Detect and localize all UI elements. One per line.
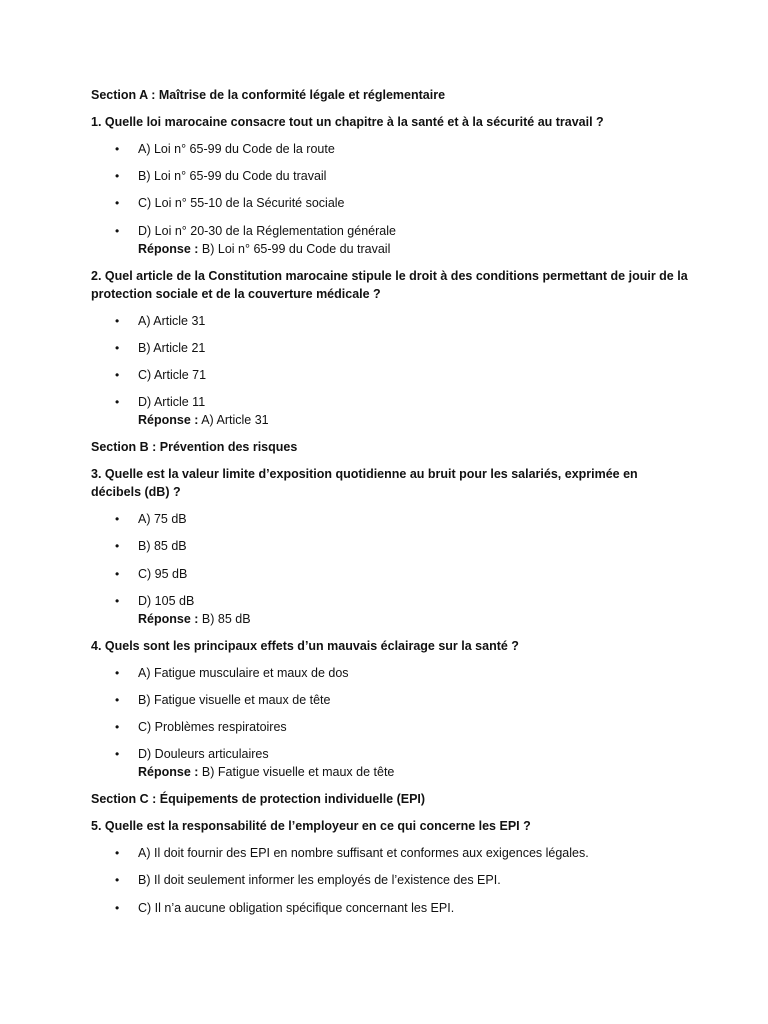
- answer-value: B) Loi n° 65-99 du Code du travail: [198, 241, 391, 256]
- list-item: [91, 537, 691, 555]
- bullet-icon: •: [115, 665, 120, 680]
- option-text: A) Loi n° 65-99 du Code de la route: [138, 142, 335, 156]
- list-item: [91, 339, 691, 357]
- document-body: [91, 86, 691, 926]
- answer-label: Réponse :: [138, 765, 199, 780]
- question-2: 2. Quel article de la Constitution marocaine stipule le droit à des conditions permettant de jouir de la protection sociale et de la couverture médicale ?: [91, 268, 688, 301]
- option-text: D) 105 dB: [138, 593, 195, 608]
- list-item: [91, 222, 691, 258]
- answer-line: [138, 411, 691, 429]
- option-text: A) 75 dB: [138, 512, 187, 527]
- question-3-options: [91, 510, 691, 628]
- list-item: [91, 691, 691, 709]
- list-item: [91, 312, 691, 330]
- list-item: [91, 718, 691, 736]
- bullet-icon: •: [115, 512, 120, 527]
- list-item: [91, 871, 691, 889]
- option-text: A) Article 31: [138, 313, 206, 328]
- option-text: C) 95 dB: [138, 566, 188, 581]
- question-2-options: [91, 312, 691, 430]
- option-text: C) Problèmes respiratoires: [138, 720, 287, 735]
- question-5: 5. Quelle est la responsabilité de l’employeur en ce qui concerne les EPI ?: [91, 819, 531, 834]
- list-item: [91, 194, 691, 212]
- bullet-icon: •: [115, 593, 120, 608]
- question-5-options: [91, 844, 691, 916]
- question-4: 4. Quels sont les principaux effets d’un mauvais éclairage sur la santé ?: [91, 638, 519, 653]
- bullet-icon: •: [115, 340, 120, 355]
- answer-line: [138, 610, 691, 628]
- option-text: B) Fatigue visuelle et maux de tête: [138, 692, 331, 707]
- answer-label: Réponse :: [138, 611, 199, 626]
- option-text: B) Article 21: [138, 340, 206, 355]
- bullet-icon: •: [115, 313, 120, 328]
- list-item: [91, 844, 691, 862]
- answer-line: [138, 240, 691, 258]
- bullet-icon: •: [115, 395, 120, 410]
- option-text: B) Il doit seulement informer les employés de l’existence des EPI.: [138, 873, 501, 888]
- option-text: C) Loi n° 55-10 de la Sécurité sociale: [138, 196, 345, 211]
- option-text: A) Fatigue musculaire et maux de dos: [138, 665, 349, 680]
- question-1: 1. Quelle loi marocaine consacre tout un chapitre à la santé et à la sécurité au travail ?: [91, 115, 604, 129]
- section-b-heading: Section B : Prévention des risques: [91, 440, 298, 455]
- option-text: D) Douleurs articulaires: [138, 747, 269, 762]
- bullet-icon: •: [115, 720, 120, 735]
- list-item: [91, 664, 691, 682]
- list-item: [91, 565, 691, 583]
- bullet-icon: •: [115, 747, 120, 762]
- option-text: D) Loi n° 20-30 de la Réglementation générale: [138, 223, 396, 238]
- question-1-options: [91, 140, 691, 258]
- list-item: [91, 393, 691, 429]
- section-c-heading: Section C : Équipements de protection individuelle (EPI): [91, 792, 426, 807]
- option-text: C) Il n’a aucune obligation spécifique concernant les EPI.: [138, 900, 455, 915]
- option-text: D) Article 11: [138, 395, 206, 410]
- bullet-icon: •: [115, 900, 120, 915]
- bullet-icon: •: [115, 566, 120, 581]
- bullet-icon: •: [115, 142, 120, 156]
- list-item: [91, 745, 691, 781]
- answer-label: Réponse :: [138, 241, 199, 256]
- bullet-icon: •: [115, 223, 120, 238]
- list-item: [91, 366, 691, 384]
- question-4-options: [91, 664, 691, 782]
- answer-value: A) Article 31: [198, 413, 269, 428]
- list-item: [91, 592, 691, 628]
- bullet-icon: •: [115, 873, 120, 888]
- answer-line: [138, 763, 691, 781]
- bullet-icon: •: [115, 196, 120, 211]
- answer-value: B) 85 dB: [198, 611, 251, 626]
- answer-value: B) Fatigue visuelle et maux de tête: [198, 765, 395, 780]
- bullet-icon: •: [115, 169, 120, 184]
- question-3: 3. Quelle est la valeur limite d’exposition quotidienne au bruit pour les salariés, exprimée en décibels (dB) ?: [91, 467, 638, 500]
- list-item: [91, 510, 691, 528]
- list-item: [91, 167, 691, 185]
- option-text: B) 85 dB: [138, 539, 187, 554]
- bullet-icon: •: [115, 539, 120, 554]
- section-a-heading: Section A : Maîtrise de la conformité légale et réglementaire: [91, 88, 446, 102]
- option-text: B) Loi n° 65-99 du Code du travail: [138, 169, 327, 184]
- answer-label: Réponse :: [138, 413, 199, 428]
- bullet-icon: •: [115, 846, 120, 861]
- list-item: [91, 140, 691, 158]
- bullet-icon: •: [115, 692, 120, 707]
- option-text: C) Article 71: [138, 367, 207, 382]
- bullet-icon: •: [115, 367, 120, 382]
- option-text: A) Il doit fournir des EPI en nombre suffisant et conformes aux exigences légales.: [138, 846, 589, 861]
- list-item: [91, 899, 691, 917]
